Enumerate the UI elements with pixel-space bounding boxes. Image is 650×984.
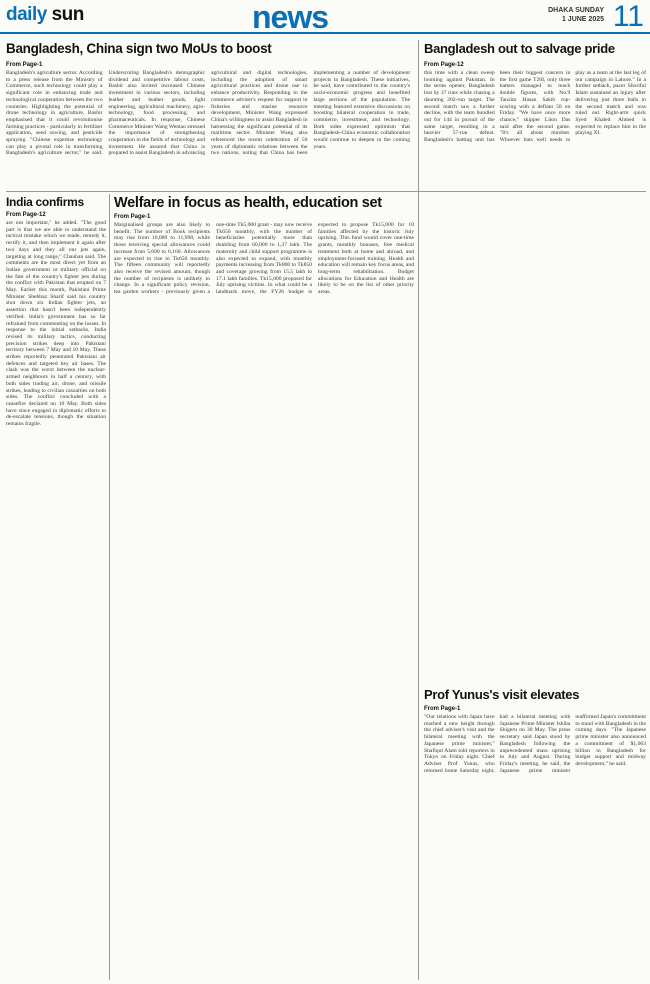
from-page: From Page-1	[424, 706, 461, 712]
from-page: From Page-12	[6, 212, 46, 218]
divider	[418, 194, 419, 980]
article-body: this time with a clean sweep looming against Pakistan. In the series opener, Bangladesh lost by 37 runs while chasing a daunting 202-run target. The second match saw a further decline, with the team bundled out for 144 in pursuit of the same target, resulting in a heavier 57-run defeat. Bangladesh's batting unit has been their biggest concern in the first game T20I, only three batters managed to reach double figures, with No.9 Tanzim Hasan Sakib top-scoring with a defiant 50 on Friday. "We have once more chance," skipper Liton Das said after the second game. "It's all about mindset. Whoever bats well needs to play as a team at the last leg of our campaign in Lahore." In a further setback, pacer Shoriful Islam sustained an injury after delivering just three balls in the second match and was ruled out. Right-arm quick Syed Khaled Ahmed is expected to replace him in the playing XI.	[424, 70, 646, 144]
from-page: From Page-1	[114, 214, 151, 220]
from-page: From Page-12	[424, 62, 464, 68]
page-number: 11	[612, 0, 644, 33]
dateline: DHAKA SUNDAY 1 JUNE 2025	[548, 7, 604, 23]
article-body: are not important," he added. "The good part is that we are able to understand the tactical mistake which we made, remedy it, rectify it, and then implement it again after two days and they all our jets again, targeting at long range," Chauhan said. The comments are the most direct yet from an Indian government or military official on the fate of the country's fighter jets during the conflict with Pakistan that erupted on 7 May. Earlier this month, Pakistani Prime Minister Shehbaz Sharif said his country shot down six Indian fighter jets, an assertion that hasn't been independently verified. India's government has so far refrained from commenting on the losses. In response to the initial setbacks, India revised its military tactics, conducting precision strikes deep into Pakistani territory between 7 May and 10 May. These strikes reportedly penetrated Pakistani air defences and targeted key air bases. The clash was the worst between the nuclear-armed neighbours in half a century, with both sides trading air, drone, and missile strikes, leading to civilian casualties on both sides. The conflict concluded with a ceasefire declared on 10 May. Both sides have since engaged in diplomatic efforts to de-escalate tensions, though the situation remains fragile.	[6, 220, 106, 428]
newspaper-logo: daily sun	[6, 4, 84, 25]
logo-sun: sun	[51, 4, 84, 25]
divider	[6, 191, 646, 192]
headline-india: India confirms	[6, 195, 84, 209]
headline-bangladesh-china: Bangladesh, China sign two MoUs to boost	[6, 41, 272, 56]
divider	[109, 194, 110, 980]
headline-yunus: Prof Yunus's visit elevates	[424, 687, 580, 702]
from-page: From Page-1	[6, 62, 43, 68]
article-body: Marginalised groups are also likely to benefit. The number of Book recipients may rise from 10,089 to 11,998, while those receiving special allowances could increase from 5,600 to 6,160. Allowances are expected to rise to Tk650 monthly. The fifteen community will reportedly also receive the revised amount, though the number of recipients is unlikely to change. In a significant policy revision, tea garden workers - previously given a one-time Tk5,000 grant - may now receive Tk650 monthly, with the number of beneficiaries potentially more than doubling from 60,000 to 1,37 lakh. The maternity and child support programme is also expected to expand, with monthly payments increasing from Tk800 to Tk850 and coverage growing from 15.5 lakh to 17.1 lakh families. Tk15,000 proposed for July uprising victims. In what could be a landmark move, the FY26 budget is expected to propose Tk15,000 for 10 families affected by the historic July uprising. This fund would cover one-time grants, monthly bonuses, free medical treatment both at home and abroad, and employment-focused training. Health and education will remain key focus areas, and long-term rehabilitation. Budget allocations for Education and Health are likely to be on the list of other priority areas.	[114, 222, 414, 296]
masthead	[0, 0, 650, 34]
headline-salvage: Bangladesh out to salvage pride	[424, 41, 615, 56]
article-body: "Our relations with Japan have reached a new height through the chief adviser's visit and the bilateral meeting with the Japanese prime minister," Shafiqul Alam told reporters in Tokyo on Friday night. Chief Adviser Prof Yunus, who returned home Saturday night, had a bilateral meeting with Japanese Prime Minister Ishiba Shigeru on 30 May. The press secretary said Japan stood by Bangladesh following the unprecedented mass uprising in July and August. During Friday's meeting, he said, the Japanese prime minister reaffirmed Japan's commitment to stand with Bangladesh in the coming days. "The Japanese prime minister also announced a commitment of $1,063 billion in Bangladesh for budget support and midway development," he said.	[424, 714, 646, 774]
article-body: Bangladesh's agriculture sector. According to a press release from the Ministry of Commerce, such technology could play a significant role in enhancing trade and technological cooperation between the two countries. Highlighting the potential of drone technology in agriculture, Bashir emphasised that it could revolutionise farming practices - particularly in fertiliser application, seed sowing, and pesticide spraying. "Chinese expertise technology can play a pivotal role in transforming Bangladesh's agriculture sector," he said. Underscoring Bangladesh's demographic dividend and competitive labour costs, Bashir also invited increased Chinese investment in various sectors, including leather and leather goods, light engineering, agricultural machinery, agro-technology, food processing, and pharmaceuticals. In response, Chinese Commerce Minister Wang Wentao stressed the importance of strengthening cooperation in the fields of technology and investment. He assured that China is prepared to assist Bangladesh in advancing agricultural and digital technologies, including the adoption of smart agricultural practices and drone use to enhance productivity. Responding to the commerce adviser's request for support in fisheries and marine resource development, Minister Wang expressed China's willingness to assist Bangladesh in harnessing the significant potential of its maritime sector. Minister Wang also referenced the recent celebration of 50 years of diplomatic relations between the two nations, noting that China has been implementing a number of development projects in Bangladesh. These initiatives, he said, have contributed to the country's socio-economic progress and benefited large sections of the population. The meeting featured extensive discussions on boosting bilateral cooperation in trade, commerce, investment, and technology. Both sides expressed optimism that Bangladesh-China economic collaboration would continue to deepen in the coming years.	[6, 70, 410, 157]
headline-welfare: Welfare in focus as health, education set	[114, 195, 382, 211]
section-title: news	[252, 0, 329, 35]
